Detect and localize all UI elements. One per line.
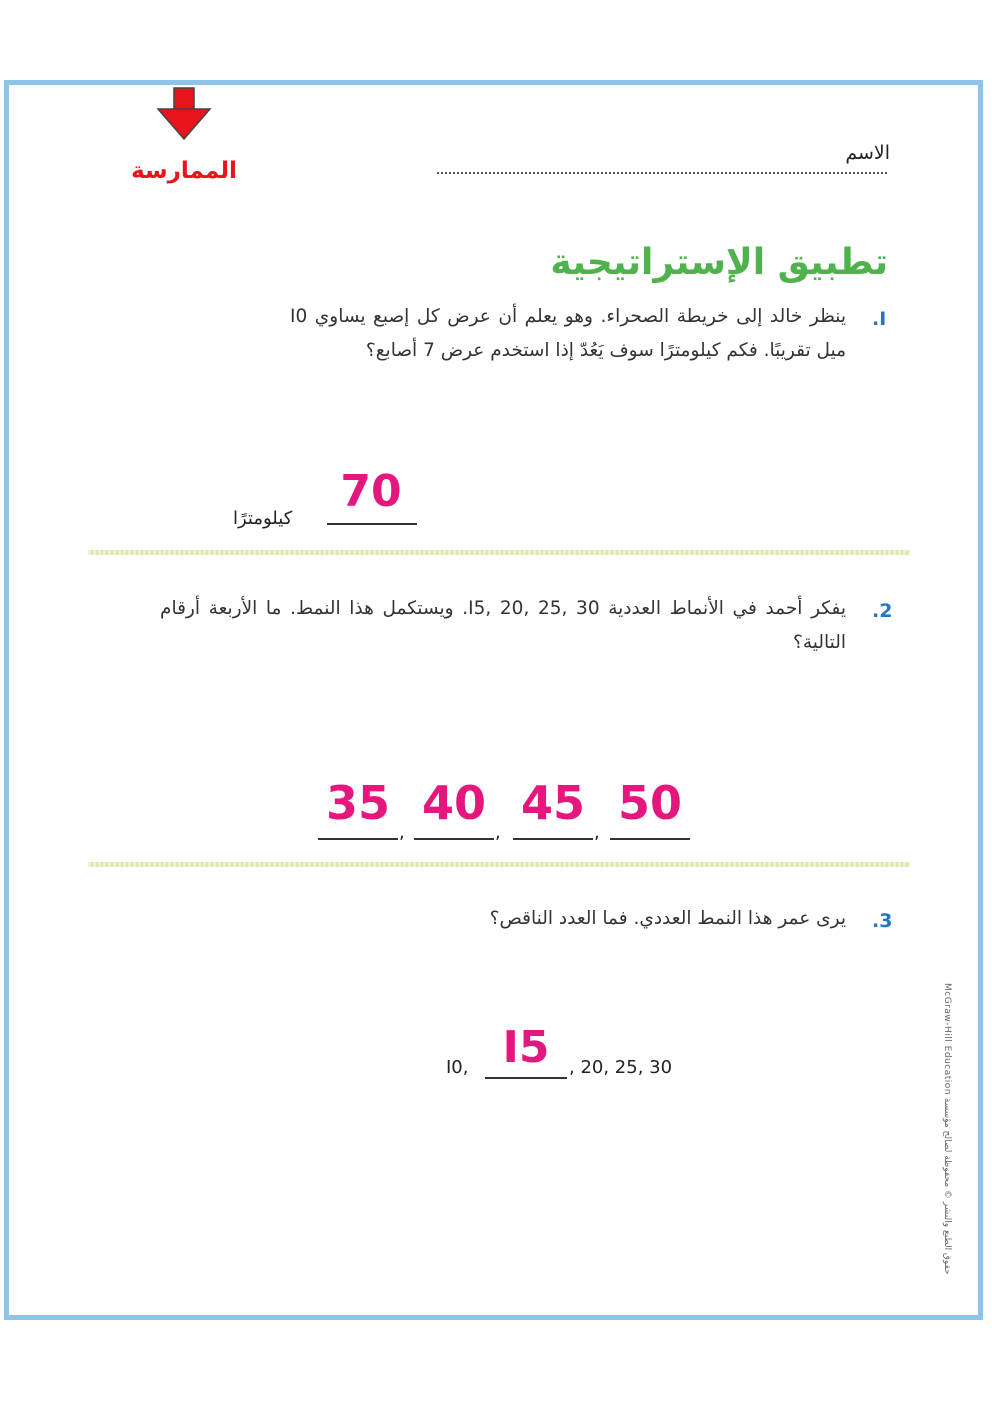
question-3-text: يرى عمر هذا النمط العددي. فما العدد الناقص؟ [489,908,846,929]
question-2-answer-line [513,838,593,840]
question-1-answer[interactable]: 70 [340,466,402,517]
question-3-number: .3 [872,910,893,932]
question-2-answer-4[interactable]: 50 [617,776,682,830]
comma: , [495,822,501,843]
section-divider [88,550,910,555]
question-1-text: ينظر خالد إلى خريطة الصحراء. وهو يعلم أن عرض كل إصبع يساوي I0 ميل تقريبًا. فكم كيلومترًا سوف يَعُدّ إذا استخدم عرض 7 أصابع؟ [290,306,846,361]
question-3-pattern-end: , 20, 25, 30 [569,1057,673,1078]
question-1-answer-line [327,523,417,525]
question-1-number: .I [872,308,887,330]
question-2-answer-line [610,838,690,840]
question-1-unit: كيلومترًا [233,508,293,529]
question-2-number: .2 [872,600,893,622]
comma: , [594,822,600,843]
question-2-answer-2[interactable]: 40 [421,776,486,830]
question-3-pattern-start: I0, [446,1057,469,1078]
question-2-answer-1[interactable]: 35 [325,776,390,830]
comma: , [399,822,405,843]
question-2-answer-line [414,838,494,840]
copyright-text: حقوق الطبع والنشر © محفوظة لصالح مؤسسة McGraw-Hill Education [942,983,952,1275]
question-3-answer-line [485,1077,567,1079]
question-2-answer-line [318,838,398,840]
page-title: تطبيق الإستراتيجية [550,242,888,283]
name-field[interactable] [437,172,887,174]
question-2-text: يفكر أحمد في الأنماط العددية 30 ,25 ,20 ,I5. ويستكمل هذا النمط. ما الأربعة أرقام التالية؟ [160,598,846,653]
question-2-answer-3[interactable]: 45 [520,776,585,830]
copyright-notice [932,983,958,1275]
practice-label: الممارسة [131,158,237,184]
section-divider [88,862,910,867]
arrow-down-icon [155,87,213,141]
question-3-answer[interactable]: I5 [502,1022,550,1073]
name-label: الاسم [845,142,890,164]
